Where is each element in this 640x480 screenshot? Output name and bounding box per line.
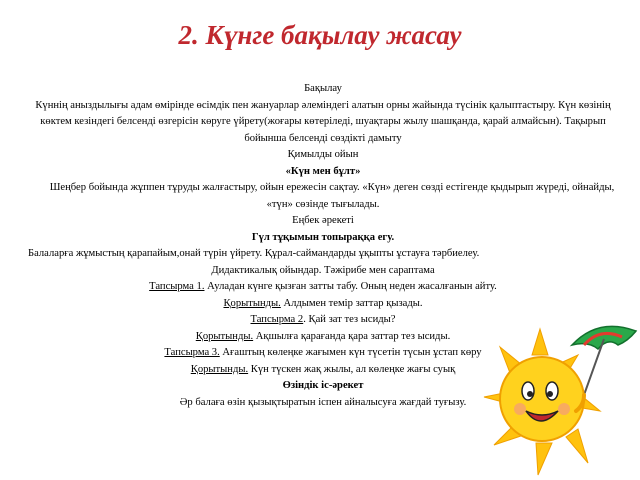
section-heading-independent: Өзіндік іс-әрекет bbox=[282, 380, 364, 391]
labor-title: Гүл тұқымын топыраққа егу. bbox=[251, 231, 395, 243]
section-heading-movement-game: Қимылды ойын bbox=[287, 149, 359, 160]
game-description: Шеңбер бойында жұппен тұруды жалғастыру, ойын ережесін сақтау. «Күн» деген сөзді естігенде қыдырып жүреді, ойнайды, «түн» сөзінде тығылады. bbox=[49, 182, 615, 210]
section-heading-didactic: Дидактикалық ойындар. Тәжірибе мен сараптама bbox=[211, 264, 435, 276]
task-1-label: Тапсырма 1. bbox=[149, 281, 205, 292]
section-heading-labor: Еңбек әрекеті bbox=[292, 215, 354, 226]
task-3-text: Ағаштың көлеңке жағымен күн түсетін түсын ұстап көру bbox=[219, 347, 482, 358]
task-2-text: . Қай зат тез ысиды? bbox=[303, 314, 396, 325]
independent-text: Әр балаға өзін қызықтыратын іспен айналысуға жағдай туғызу. bbox=[179, 396, 467, 408]
task-1-text: Ауладан күнге қызған затты табу. Оның неден жасалғанын айту. bbox=[204, 281, 497, 292]
conclusion-3-label: Қорытынды. bbox=[190, 363, 249, 375]
conclusion-1 bbox=[28, 296, 618, 313]
conclusion-3-text: Күн түскен жақ жылы, ал көлеңке жағы суық bbox=[248, 363, 456, 375]
conclusion-1-text: Алдымен темір заттар қызады. bbox=[280, 297, 423, 309]
labor-description: Балаларға жұмыстың қарапайым,онай түрін үйрету. Құрал-саймандарды ұқыпты ұстауға тәрбиелеу. bbox=[28, 248, 480, 259]
task-3-label: Тапсырма 3. bbox=[164, 347, 220, 358]
section-heading-observation: Бақылау bbox=[304, 83, 342, 94]
page-title: 2. Күнге бақылау жасау bbox=[178, 20, 462, 50]
sun-with-umbrella-icon bbox=[480, 315, 640, 480]
task-2-label: Тапсырма 2 bbox=[250, 314, 304, 325]
game-title: «Күн мен бұлт» bbox=[285, 165, 361, 177]
conclusion-1-label: Қорытынды. bbox=[223, 297, 281, 309]
observation-text: Күннің аныздылығы адам өмірінде өсімдік пен жануарлар әлеміндегі алатын орны жайында түсінік қалыптастыру. Күн көзінің көктем кезіндегі белсенді өзгерісін көруге үйрету(жоғары көтеріледі, шуақтары жылу шашқанда, қарай алмайсын). Тақырып бойынша белсенді сөздікті дамыту bbox=[35, 99, 611, 144]
task-1 bbox=[28, 279, 618, 296]
conclusion-2-text: Ақшылға қарағанда қара заттар тез ысиды. bbox=[253, 330, 451, 342]
conclusion-2-label: Қорытынды. bbox=[195, 330, 254, 342]
